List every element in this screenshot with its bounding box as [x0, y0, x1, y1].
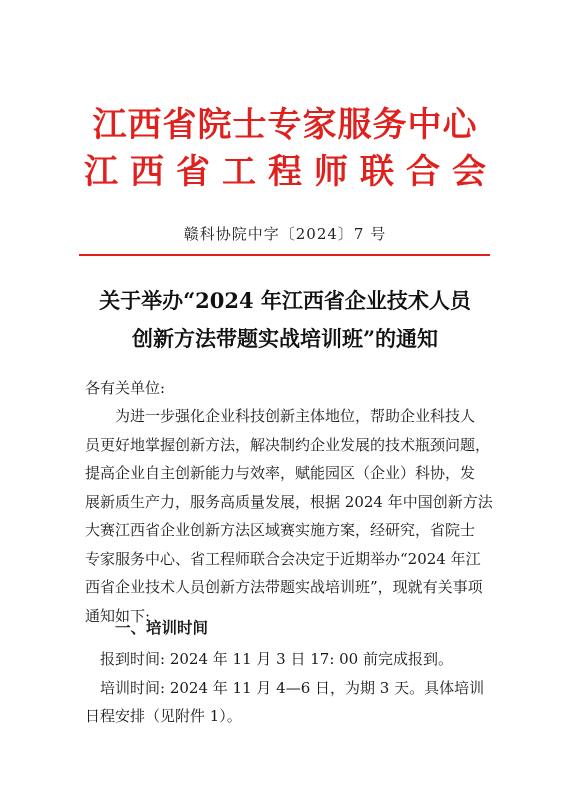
paragraph-line: 展新质生产力，服务高质量发展，根据 2024 年中国创新方法	[85, 492, 493, 511]
document-number: 赣科协院中字〔2024〕7 号	[183, 225, 387, 243]
org-name-line2: 江西省工程师联合会	[84, 152, 498, 192]
registration-time: 报到时间: 2024 年 11 月 3 日 17: 00 前完成报到。	[100, 650, 453, 668]
notice-title-line2: 创新方法带题实战培训班”的通知	[131, 326, 439, 351]
paragraph-line: 员更好地掌握创新方法，解决制约企业发展的技术瓶颈问题，	[85, 435, 491, 454]
paragraph-line: 专家服务中心、省工程师联合会决定于近期举办“2024 年江	[85, 549, 481, 568]
paragraph-line: 为进一步强化企业科技创新主体地位，帮助企业科技人	[115, 407, 476, 425]
addressee: 各有关单位:	[85, 379, 166, 397]
section-heading-training-time: 一、培训时间	[115, 619, 209, 637]
notice-title-line1: 关于举办“2024 年江西省企业技术人员	[99, 288, 471, 313]
paragraph-line: 大赛江西省企业创新方法区域赛实施方案，经研究，省院士	[85, 521, 476, 539]
paragraph-line: 西省企业技术人员创新方法带题实战培训班”，现就有关事项	[85, 578, 483, 596]
section-training-time-body	[85, 645, 505, 731]
intro-paragraph	[85, 402, 505, 630]
paragraph-line: 通知如下:	[85, 606, 151, 625]
training-schedule-note: 日程安排（见附件 1）。	[85, 707, 242, 725]
training-time: 培训时间: 2024 年 11 月 4—6 日，为期 3 天。具体培训	[100, 678, 485, 697]
red-divider-line	[79, 254, 490, 256]
paragraph-line: 提高企业自主创新能力与效率，赋能园区（企业）科协，发	[85, 464, 476, 482]
org-name-line1: 江西省院士专家服务中心	[92, 105, 478, 145]
